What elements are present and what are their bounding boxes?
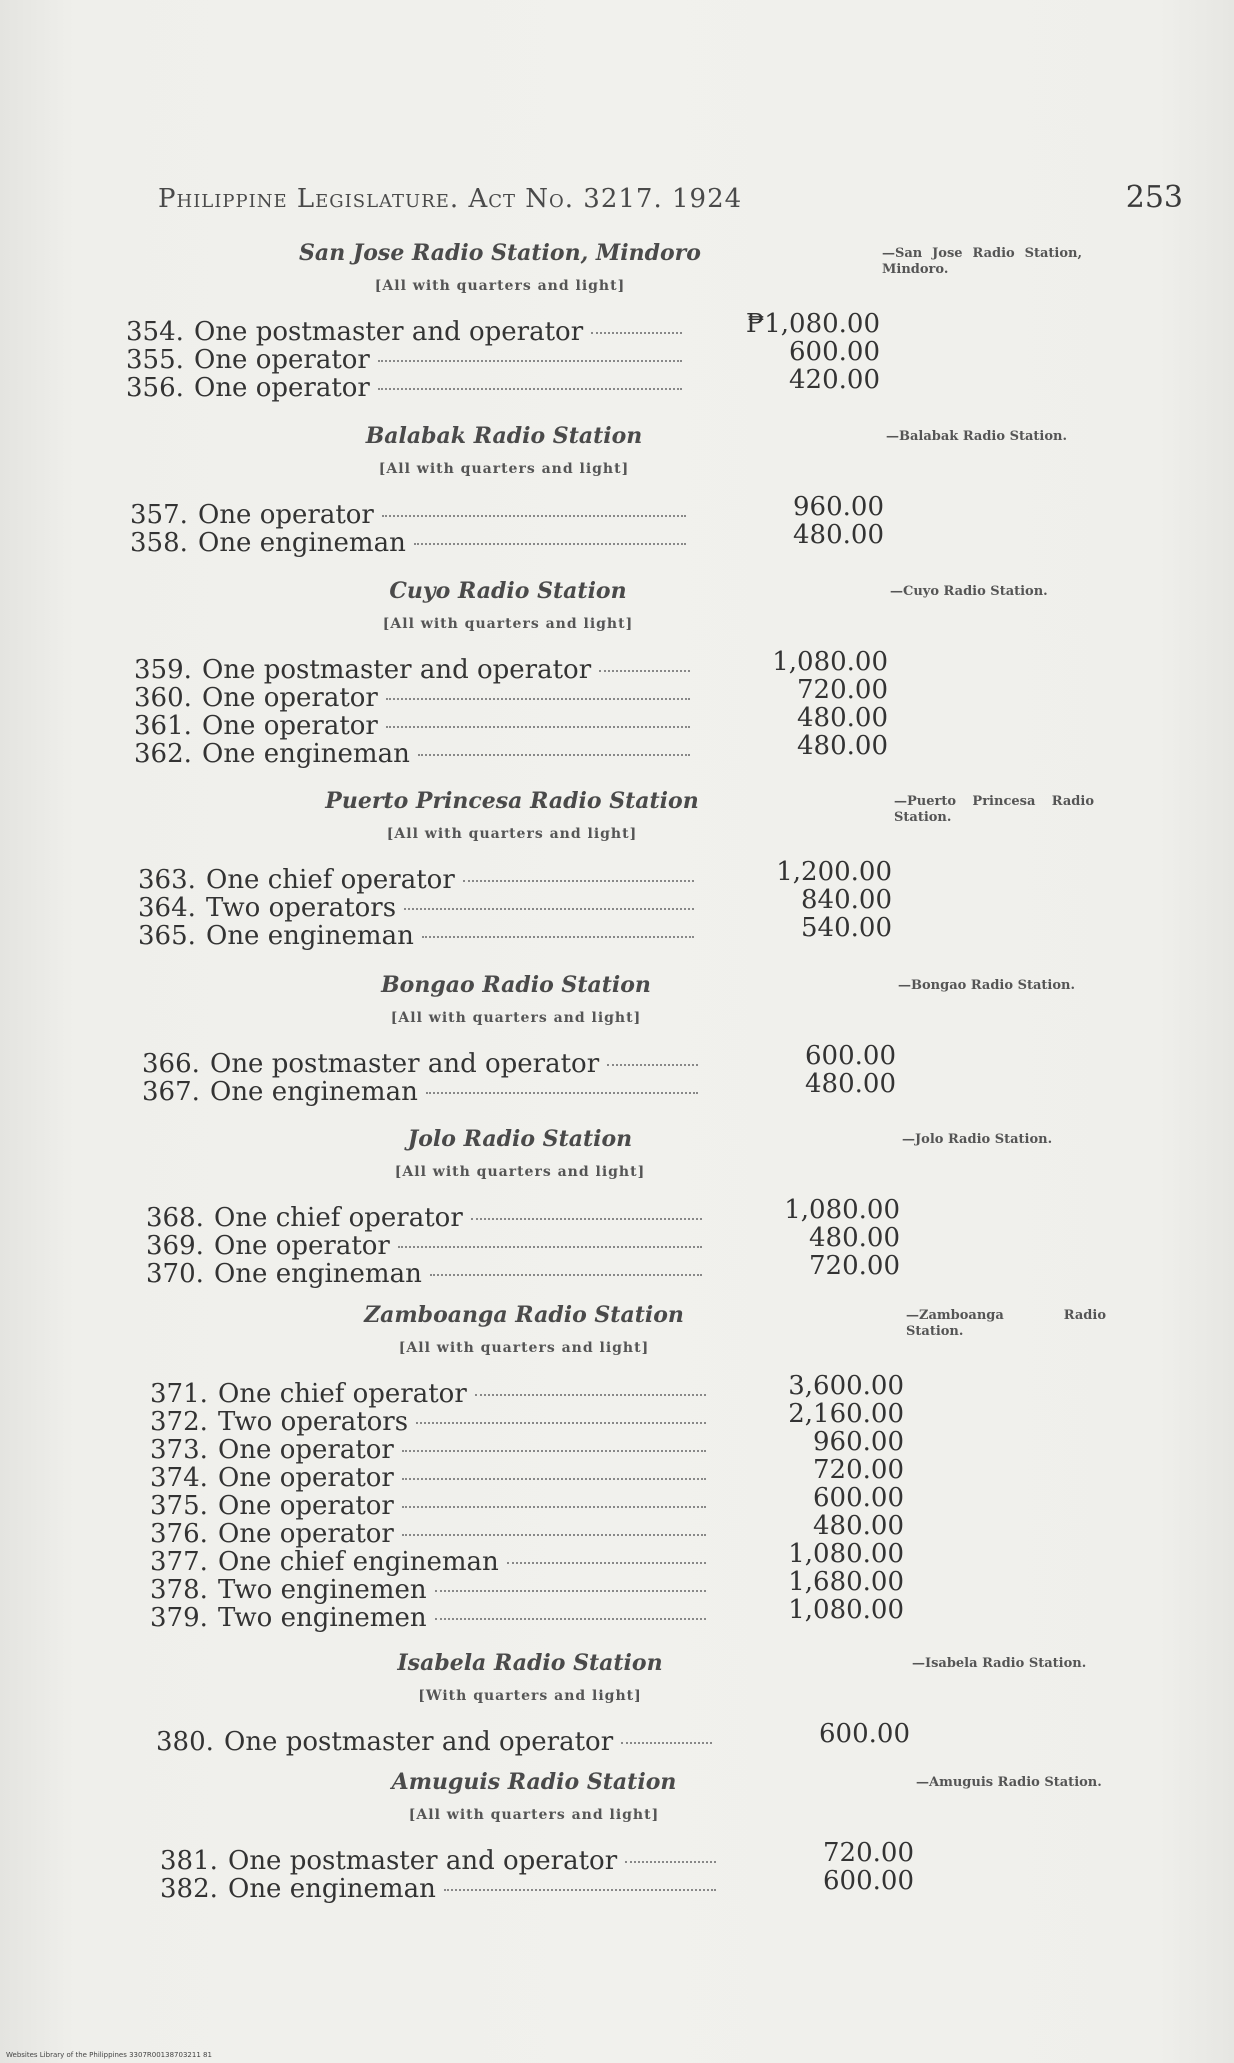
item-amount: 600.00 (805, 1041, 896, 1071)
item-amount: 1,080.00 (772, 647, 888, 677)
item-description: One operator (218, 1435, 394, 1465)
item-description: One operator (198, 500, 374, 530)
item-amount: 480.00 (797, 731, 888, 761)
dot-leader (378, 388, 682, 390)
page-header (158, 180, 1183, 215)
item-number: 362. (134, 739, 192, 769)
dot-leader (398, 1246, 702, 1248)
item-number: 359. (134, 655, 192, 685)
item-description: Two operators (206, 893, 397, 923)
line-item (146, 1260, 710, 1288)
item-amount: 1,080.00 (784, 1195, 900, 1225)
item-number: 360. (134, 683, 192, 713)
item-amount: 720.00 (823, 1838, 914, 1868)
item-number: 368. (146, 1203, 204, 1233)
item-amount: 600.00 (789, 337, 880, 367)
item-amount: 720.00 (809, 1251, 900, 1281)
item-description: Two enginemen (218, 1603, 427, 1633)
item-number: 354. (126, 317, 184, 347)
item-description: One operator (202, 683, 378, 713)
item-description: One operator (218, 1491, 394, 1521)
dot-leader (402, 1450, 706, 1452)
station-note: [All with quarters and light] (408, 1807, 660, 1823)
line-item (134, 740, 698, 768)
station-note: [With quarters and light] (418, 1688, 642, 1704)
item-number: 379. (150, 1603, 208, 1633)
dot-leader (621, 1742, 712, 1744)
item-amount: 960.00 (793, 492, 884, 522)
station-title: Cuyo Radio Station (389, 578, 627, 604)
station-title: Jolo Radio Station (407, 1126, 633, 1152)
item-description: One operator (194, 345, 370, 375)
item-description: Two enginemen (218, 1575, 427, 1605)
dot-leader (444, 1889, 716, 1891)
item-amount: 1,680.00 (788, 1567, 904, 1597)
item-amount: ₱1,080.00 (745, 309, 880, 339)
item-number: 377. (150, 1547, 208, 1577)
item-description: One chief engineman (218, 1547, 499, 1577)
line-item (156, 1728, 720, 1756)
page-number: 253 (1125, 180, 1183, 215)
dot-leader (422, 936, 694, 938)
margin-note: —Jolo Radio Station. (902, 1132, 1053, 1147)
item-number: 370. (146, 1259, 204, 1289)
station-title: Bongao Radio Station (381, 972, 651, 998)
item-number: 366. (142, 1049, 200, 1079)
line-item (150, 1436, 714, 1464)
item-amount: 600.00 (819, 1719, 910, 1749)
station-note: [All with quarters and light] (390, 1010, 642, 1026)
item-description: One chief operator (218, 1379, 467, 1409)
item-amount: 480.00 (805, 1069, 896, 1099)
item-amount: 1,080.00 (788, 1539, 904, 1569)
margin-note: —Isabela Radio Station. (912, 1656, 1087, 1671)
item-number: 369. (146, 1231, 204, 1261)
dot-leader (463, 880, 694, 882)
line-item (126, 374, 690, 402)
item-number: 363. (138, 865, 196, 895)
item-number: 374. (150, 1463, 208, 1493)
item-amount: 3,600.00 (788, 1371, 904, 1401)
line-item (160, 1847, 724, 1875)
item-number: 365. (138, 921, 196, 951)
line-item (130, 501, 694, 529)
line-item (150, 1408, 714, 1436)
item-number: 355. (126, 345, 184, 375)
item-amount: 540.00 (801, 913, 892, 943)
line-item (126, 318, 690, 346)
margin-note: —Puerto Princesa Radio Station. (894, 794, 1094, 825)
item-description: One engineman (206, 921, 414, 951)
item-description: One operator (194, 373, 370, 403)
margin-note: —Bongao Radio Station. (898, 978, 1075, 993)
station-note: [All with quarters and light] (374, 278, 626, 294)
item-number: 375. (150, 1491, 208, 1521)
line-item (146, 1232, 710, 1260)
item-description: One chief operator (206, 865, 455, 895)
station-note: [All with quarters and light] (382, 616, 634, 632)
item-description: One engineman (210, 1077, 418, 1107)
dot-leader (599, 670, 690, 672)
dot-leader (416, 1422, 706, 1424)
item-number: 358. (130, 528, 188, 558)
item-description: One engineman (214, 1259, 422, 1289)
item-amount: 600.00 (823, 1866, 914, 1896)
dot-leader (386, 726, 690, 728)
dot-leader (402, 1506, 706, 1508)
line-item (150, 1548, 714, 1576)
item-number: 361. (134, 711, 192, 741)
item-amount: 1,080.00 (788, 1595, 904, 1625)
item-amount: 600.00 (813, 1483, 904, 1513)
item-description: One postmaster and operator (228, 1846, 618, 1876)
item-description: One operator (218, 1519, 394, 1549)
dot-leader (625, 1861, 716, 1863)
line-item (150, 1380, 714, 1408)
item-description: One engineman (198, 528, 406, 558)
item-number: 381. (160, 1846, 218, 1876)
margin-note: —San Jose Radio Station, Mindoro. (882, 246, 1082, 277)
item-number: 376. (150, 1519, 208, 1549)
item-amount: 2,160.00 (788, 1399, 904, 1429)
line-item (150, 1604, 714, 1632)
margin-note: —Zamboanga Radio Station. (906, 1308, 1106, 1339)
item-number: 372. (150, 1407, 208, 1437)
item-number: 373. (150, 1435, 208, 1465)
line-item (138, 894, 702, 922)
item-amount: 420.00 (789, 365, 880, 395)
item-amount: 840.00 (801, 885, 892, 915)
item-description: One operator (202, 711, 378, 741)
dot-leader (386, 698, 690, 700)
item-description: One postmaster and operator (202, 655, 592, 685)
dot-leader (404, 908, 694, 910)
item-number: 367. (142, 1077, 200, 1107)
item-number: 380. (156, 1727, 214, 1757)
dot-leader (402, 1478, 706, 1480)
item-number: 378. (150, 1575, 208, 1605)
item-amount: 960.00 (813, 1427, 904, 1457)
station-note: [All with quarters and light] (394, 1164, 646, 1180)
dot-leader (435, 1590, 706, 1592)
line-item (142, 1050, 706, 1078)
item-amount: 480.00 (809, 1223, 900, 1253)
dot-leader (607, 1064, 698, 1066)
dot-leader (418, 754, 690, 756)
item-number: 382. (160, 1874, 218, 1904)
item-description: One chief operator (214, 1203, 463, 1233)
dot-leader (382, 515, 686, 517)
item-amount: 480.00 (793, 520, 884, 550)
line-item (134, 656, 698, 684)
line-item (160, 1875, 724, 1903)
dot-leader (475, 1394, 706, 1396)
item-description: One postmaster and operator (194, 317, 584, 347)
line-item (150, 1576, 714, 1604)
line-item (138, 922, 702, 950)
station-title: Isabela Radio Station (397, 1650, 663, 1676)
station-title: Zamboanga Radio Station (364, 1302, 684, 1328)
line-item (134, 712, 698, 740)
item-amount: 1,200.00 (776, 857, 892, 887)
margin-note: —Balabak Radio Station. (886, 429, 1067, 444)
line-item (126, 346, 690, 374)
line-item (142, 1078, 706, 1106)
item-description: One operator (218, 1463, 394, 1493)
station-note: [All with quarters and light] (378, 461, 630, 477)
item-number: 371. (150, 1379, 208, 1409)
dot-leader (402, 1534, 706, 1536)
item-number: 356. (126, 373, 184, 403)
line-item (134, 684, 698, 712)
line-item (130, 529, 694, 557)
dot-leader (507, 1562, 706, 1564)
station-title: San Jose Radio Station, Mindoro (299, 240, 701, 266)
item-number: 357. (130, 500, 188, 530)
station-note: [All with quarters and light] (386, 826, 638, 842)
item-description: One engineman (228, 1874, 436, 1904)
station-title: Amuguis Radio Station (391, 1769, 677, 1795)
margin-note: —Cuyo Radio Station. (890, 584, 1048, 599)
line-item (150, 1520, 714, 1548)
station-note: [All with quarters and light] (398, 1340, 650, 1356)
dot-leader (430, 1274, 702, 1276)
item-number: 364. (138, 893, 196, 923)
item-description: One operator (214, 1231, 390, 1261)
line-item (146, 1204, 710, 1232)
dot-leader (471, 1218, 702, 1220)
item-description: One engineman (202, 739, 410, 769)
item-description: One postmaster and operator (210, 1049, 600, 1079)
item-amount: 480.00 (797, 703, 888, 733)
running-head: Philippine Legislature. Act No. 3217. 1924 (158, 184, 743, 214)
item-amount: 720.00 (813, 1455, 904, 1485)
dot-leader (426, 1092, 698, 1094)
line-item (138, 866, 702, 894)
line-item (150, 1492, 714, 1520)
dot-leader (591, 332, 682, 334)
item-description: Two operators (218, 1407, 409, 1437)
station-title: Puerto Princesa Radio Station (325, 788, 699, 814)
item-amount: 480.00 (813, 1511, 904, 1541)
dot-leader (378, 360, 682, 362)
dot-leader (435, 1618, 706, 1620)
station-title: Balabak Radio Station (365, 423, 643, 449)
item-amount: 720.00 (797, 675, 888, 705)
item-description: One postmaster and operator (224, 1727, 614, 1757)
line-item (150, 1464, 714, 1492)
margin-note: —Amuguis Radio Station. (916, 1775, 1102, 1790)
scan-footer: Websites Library of the Philippines 3307R00138703211 81 (6, 2051, 212, 2059)
dot-leader (414, 543, 686, 545)
